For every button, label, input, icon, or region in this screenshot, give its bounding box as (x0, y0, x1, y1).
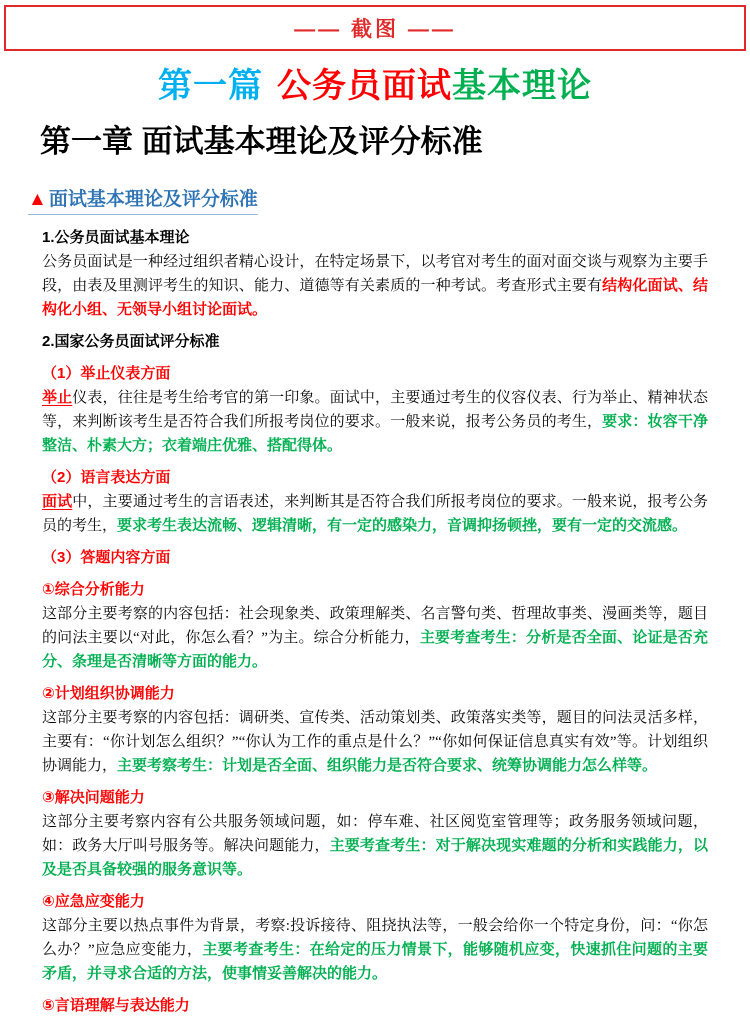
doc-title-subject: 公务员面试 (277, 67, 452, 105)
aspect-1-heading: （1）举止仪表方面 (42, 365, 171, 382)
green-highlight: 主要考查考生：分析是否全面、论证是否充分、条理是否清晰等方面的能力。 (42, 629, 708, 670)
ability-4-paragraph (42, 914, 708, 986)
document-body (42, 226, 708, 1018)
topic-heading-inner (28, 188, 258, 215)
ability-1-paragraph (42, 602, 708, 674)
topic-heading (28, 188, 722, 215)
doc-title (0, 65, 750, 107)
green-highlight: 主要考察考生：计划是否全面、组织能力是否符合要求、统筹协调能力怎么样等。 (117, 757, 658, 774)
text-run: 这部分主要考察的内容包括：调研类、宣传类、活动策划类、政策落实类等，题目的问法灵活多样，主要有：“你计划怎么组织？”“你认为工作的重点是什么？”“你如何保证信息真实有效”等。计划组织协调能力， (42, 710, 708, 774)
doc-title-volume: 第一篇 (158, 67, 263, 105)
ability-2-heading: ②计划组织协调能力 (42, 685, 175, 702)
ability-4-heading: ④应急应变能力 (42, 893, 145, 910)
text-run: 中，主要通过考生的言语表述，来判断其是否符合我们所报考岗位的要求。一般来说，报考公务员的考生， (42, 494, 708, 534)
screenshot-banner-label: —— 截图 —— (294, 18, 456, 41)
topic-heading-label: 面试基本理论及评分标准 (48, 189, 258, 210)
red-underlined-lead: 举止 (42, 389, 73, 406)
aspect-2-paragraph (42, 490, 708, 538)
text-run: 这部分主要以热点事件为背景，考察:投诉接待、阻挠执法等，一般会给你一个特定身份，问：“你怎么办？”应急应变能力， (42, 918, 708, 958)
ability-3-paragraph (42, 810, 708, 882)
text-run: 这部分主要考察内容有公共服务领域问题，如：停车难、社区阅览室管理等；政务服务领域问题，如：政务大厅叫号服务等。解决问题能力， (42, 814, 708, 854)
ability-2-paragraph (42, 706, 708, 778)
green-highlight: 要求：妆容干净整洁、朴素大方；衣着端庄优雅、搭配得体。 (42, 413, 708, 454)
aspect-2-heading: （2）语言表达方面 (42, 469, 171, 486)
ability-3-heading: ③解决问题能力 (42, 789, 145, 806)
section-1-paragraph (42, 250, 708, 322)
green-highlight: 主要考查考生：对于解决现实难题的分析和实践能力，以及是否具备较强的服务意识等。 (42, 837, 708, 878)
green-highlight: 主要考查考生：在给定的压力情景下，能够随机应变，快速抓住问题的主要矛盾，并寻求合适的方法，使事情妥善解决的能力。 (42, 941, 708, 982)
text-run: 这部分主要考察的内容包括：社会现象类、政策理解类、名言警句类、哲理故事类、漫画类等，题目的问法主要以“对此，你怎么看？”为主。综合分析能力， (42, 606, 708, 646)
screenshot-banner (4, 5, 746, 51)
ability-1-heading: ①综合分析能力 (42, 581, 145, 598)
chapter-title: 第一章 面试基本理论及评分标准 (40, 124, 483, 159)
section-1-heading: 1.公务员面试基本理论 (42, 229, 190, 246)
red-highlight: 结构化面试、结构化小组、无领导小组讨论面试。 (42, 277, 708, 318)
ability-5-heading: ⑤言语理解与表达能力 (42, 997, 190, 1014)
green-highlight: 要求考生表达流畅、逻辑清晰，有一定的感染力，音调抑扬顿挫，要有一定的交流感。 (117, 517, 688, 534)
aspect-1-paragraph (42, 386, 708, 458)
text-run: 公务员面试是一种经过组织者精心设计，在特定场景下，以考官对考生的面对面交谈与观察为主要手段，由表及里测评考生的知识、能力、道德等有关素质的一种考试。考查形式主要有 (42, 254, 708, 294)
red-underlined-lead: 面试 (42, 493, 73, 510)
section-2-heading: 2.国家公务员面试评分标准 (42, 333, 220, 350)
doc-title-tail: 基本理论 (452, 67, 592, 105)
aspect-3-heading: （3）答题内容方面 (42, 549, 171, 566)
text-run: 仪表，往往是考生给考官的第一印象。面试中，主要通过考生的仪容仪表、行为举止、精神状态等，来判断该考生是否符合我们所报考岗位的要求。一般来说，报考公务员的考生， (42, 390, 708, 430)
triangle-marker-icon: ▲ (28, 189, 47, 210)
